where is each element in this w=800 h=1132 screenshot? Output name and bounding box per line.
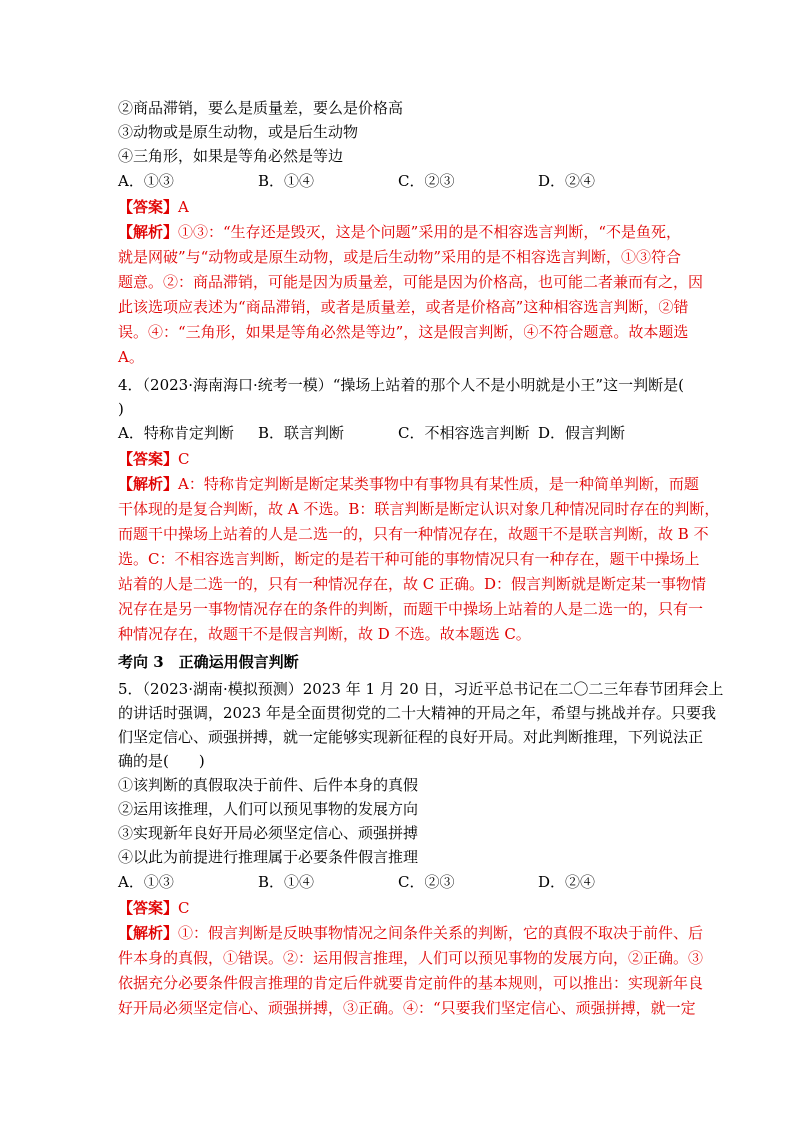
- q5-item-1: ①该判断的真假取决于前件、后件本身的真假: [118, 776, 419, 794]
- q5-answer: [118, 896, 688, 920]
- answer-value: C: [178, 899, 190, 917]
- q3-analysis-line: A。: [118, 348, 144, 366]
- analysis-text: ①③：“生存还是毁灭，这是个问题”采用的是不相容选言判断，“不是鱼死，: [178, 223, 682, 241]
- q4-answer: [118, 447, 688, 471]
- q5-option-c: C．②③: [398, 873, 455, 891]
- q3-item-4: ④三角形，如果是等角必然是等边: [118, 147, 344, 165]
- q4-analysis-line: 种情况存在，故题干不是假言判断，故 D 不选。故本题选 C。: [118, 625, 531, 643]
- q5-option-d: D．②④: [538, 873, 596, 891]
- q4-analysis-line: [118, 472, 699, 496]
- q4-stem: 4．（2023·海南海口·统考一模）“操场上站着的那个人不是小明就是小王”这一判断是(: [118, 376, 684, 394]
- q4-option-d: D．假言判断: [538, 424, 626, 442]
- q4-analysis-line: 站着的人是二选一的，只有一种情况存在，故 C 正确。D：假言判断就是断定某一事物情: [118, 575, 707, 593]
- answer-tag: 【答案】: [118, 899, 179, 917]
- q5-analysis-line: [118, 921, 704, 945]
- q3-option-b: B．①④: [258, 172, 315, 190]
- q4-option-c: C．不相容选言判断: [398, 424, 530, 442]
- q4-option-a: A．特称肯定判断: [118, 424, 234, 442]
- q5-stem: 们坚定信心、顽强拼搏，就一定能够实现新征程的良好开局。对此判断推理，下列说法正: [118, 728, 704, 746]
- q4-analysis-line: 选。C：不相容选言判断，断定的是若干种可能的事物情况只有一种存在，题干中操场上: [118, 550, 700, 568]
- q5-analysis-line: 件本身的真假，①错误。②：运用假言推理，人们可以预见事物的发展方向，②正确。③: [118, 949, 704, 967]
- q5-analysis-line: 依据充分必要条件假言推理的肯定后件就要肯定前件的基本规则，可以推出：实现新年良: [118, 974, 704, 992]
- q5-item-3: ③实现新年良好开局必须坚定信心、顽强拼搏: [118, 824, 419, 842]
- q3-item-2: ②商品滞销，要么是质量差，要么是价格高: [118, 99, 404, 117]
- q4-stem: ): [118, 400, 124, 418]
- answer-value: C: [178, 450, 190, 468]
- q5-stem: 确的是( ): [118, 752, 205, 770]
- section-heading: 考向 3 正确运用假言判断: [118, 653, 299, 671]
- q3-analysis-line: [118, 220, 688, 244]
- q3-answer: [118, 195, 688, 219]
- answer-value: A: [178, 198, 189, 216]
- q5-item-2: ②运用该推理，人们可以预见事物的发展方向: [118, 800, 419, 818]
- q5-item-4: ④以此为前提进行推理属于必要条件假言推理: [118, 848, 419, 866]
- q5-stem: 的讲话时强调，2023 年是全面贯彻党的二十大精神的开局之年，希望与挑战并存。只要我: [118, 704, 716, 722]
- q5-option-b: B．①④: [258, 873, 315, 891]
- analysis-tag: 【解析】: [118, 924, 179, 942]
- q4-analysis-line: 况存在是另一事物情况存在的条件的判断，而题干中操场上站着的人是二选一的，只有一: [118, 600, 704, 618]
- q3-option-c: C．②③: [398, 172, 455, 190]
- q4-analysis-line: 而题干中操场上站着的人是二选一的，只有一种情况存在，故题干不是联言判断，故 B 不: [118, 525, 709, 543]
- answer-tag: 【答案】: [118, 450, 179, 468]
- q4-option-b: B．联言判断: [258, 424, 345, 442]
- analysis-text: ①：假言判断是反映事物情况之间条件关系的判断，它的真假不取决于前件、后: [178, 924, 704, 942]
- q5-stem: 5．（2023·湖南·模拟预测）2023 年 1 月 20 日，习近平总书记在二〇二三年春节团拜会上: [118, 680, 724, 698]
- q5-analysis-line: 好开局必须坚定信心、顽强拼搏，③正确。④：“只要我们坚定信心、顽强拼搏，就一定: [118, 999, 696, 1017]
- analysis-text: A：特称肯定判断是断定某类事物中有事物具有某性质，是一种简单判断，而题: [178, 475, 699, 493]
- q3-option-d: D．②④: [538, 172, 596, 190]
- analysis-tag: 【解析】: [118, 475, 179, 493]
- q3-analysis-line: 误。④：“三角形，如果是等角必然是等边”，这是假言判断，④不符合题意。故本题选: [118, 323, 689, 341]
- answer-tag: 【答案】: [118, 198, 179, 216]
- analysis-tag: 【解析】: [118, 223, 179, 241]
- q3-analysis-line: 题意。②：商品滞销，可能是因为质量差，可能是因为价格高，也可能二者兼而有之，因: [118, 273, 704, 291]
- q5-option-a: A．①③: [118, 873, 174, 891]
- q4-analysis-line: 干体现的是复合判断，故 A 不选。B：联言判断是断定认识对象几种情况同时存在的判断，: [118, 500, 720, 518]
- q3-item-3: ③动物或是原生动物，或是后生动物: [118, 123, 359, 141]
- q3-option-a: A．①③: [118, 172, 174, 190]
- q3-analysis-line: 就是网破”与“动物或是原生动物，或是后生动物”采用的是不相容选言判断，①③符合: [118, 248, 682, 266]
- q3-analysis-line: 此该选项应表述为“商品滞销，或者是质量差，或者是价格高”这种相容选言判断，②错: [118, 298, 689, 316]
